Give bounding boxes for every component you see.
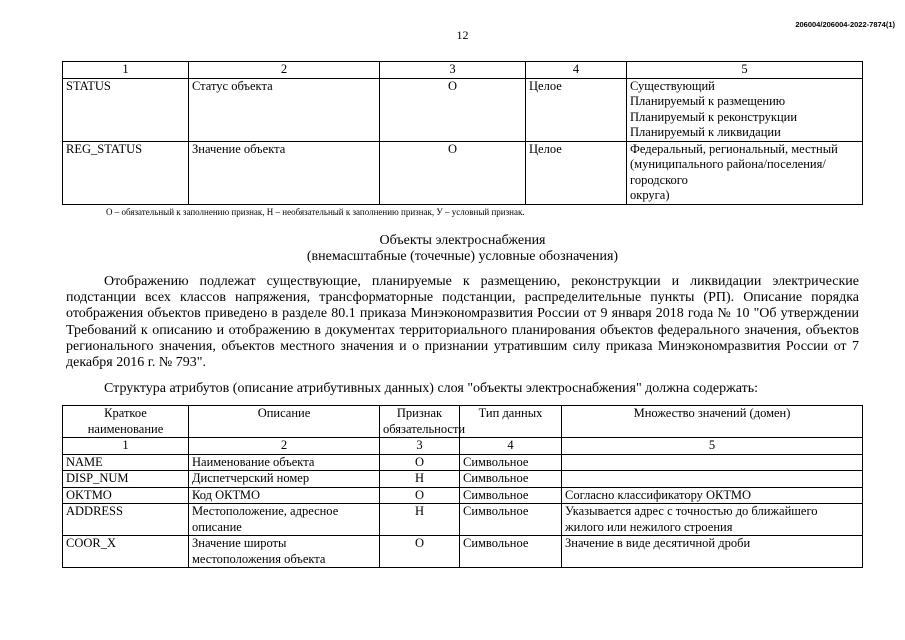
attribute-type: Целое	[526, 78, 627, 141]
attribute-description: Диспетчерский номер	[189, 471, 380, 488]
attribute-flag: О	[380, 78, 526, 141]
attribute-name: OKTMO	[63, 487, 189, 504]
table-row	[63, 536, 863, 568]
attribute-description: Значение объекта	[189, 141, 380, 204]
header-short-name	[63, 406, 189, 438]
section-title	[0, 233, 905, 265]
column-number: 4	[460, 438, 562, 455]
attribute-flag: О	[380, 536, 460, 568]
value-line: жилого или нежилого строения	[565, 519, 733, 534]
attribute-values: Значение в виде десятичной дроби	[562, 536, 863, 568]
attribute-values	[562, 454, 863, 471]
table-row	[63, 454, 863, 471]
description-line: описание	[192, 519, 242, 534]
table-row	[63, 504, 863, 536]
column-number: 2	[189, 438, 380, 455]
attribute-type: Символьное	[460, 487, 562, 504]
description-line: Местоположение, адресное	[192, 504, 339, 518]
attribute-name: COOR_X	[63, 536, 189, 568]
attribute-description: Статус объекта	[189, 78, 380, 141]
attribute-values: Согласно классификатору ОКТМО	[562, 487, 863, 504]
attribute-type: Символьное	[460, 454, 562, 471]
attribute-description: Код ОКТМО	[189, 487, 380, 504]
header-type: Тип данных	[460, 406, 562, 438]
attribute-description: Наименование объекта	[189, 454, 380, 471]
attribute-type: Символьное	[460, 471, 562, 488]
attribute-name: ADDRESS	[63, 504, 189, 536]
header-line: наименование	[87, 421, 164, 436]
column-number: 3	[380, 438, 460, 455]
table-number-row	[63, 62, 863, 79]
value-line: Существующий	[630, 78, 715, 93]
attribute-name: NAME	[63, 454, 189, 471]
attribute-type: Символьное	[460, 504, 562, 536]
table-row	[63, 78, 863, 141]
header-domain: Множество значений (домен)	[562, 406, 863, 438]
attribute-type: Целое	[526, 141, 627, 204]
value-line: Планируемый к реконструкции	[630, 109, 798, 124]
attribute-name: STATUS	[63, 78, 189, 141]
table-row	[63, 141, 863, 204]
header-line: обязательности	[383, 421, 466, 436]
attributes-table	[62, 405, 863, 568]
value-line: Планируемый к ликвидации	[630, 125, 781, 139]
attribute-name: DISP_NUM	[63, 471, 189, 488]
column-number: 5	[627, 62, 863, 79]
column-number: 4	[526, 62, 627, 79]
document-id: 206004/206004-2022-7874(1)	[795, 20, 895, 29]
attribute-values	[627, 78, 863, 141]
column-number: 2	[189, 62, 380, 79]
page-number: 12	[456, 28, 469, 42]
value-line: округа)	[630, 188, 670, 202]
attribute-values	[627, 141, 863, 204]
value-line: (муниципального района/поселения/городского	[630, 157, 826, 187]
column-number: 5	[562, 438, 863, 455]
header-description: Описание	[189, 406, 380, 438]
table-row	[63, 487, 863, 504]
value-line: Указывается адрес с точностью до ближайшего	[565, 504, 818, 518]
attribute-flag: Н	[380, 471, 460, 488]
attribute-flag: О	[380, 487, 460, 504]
attribute-type: Символьное	[460, 536, 562, 568]
table-footnote: О – обязательный к заполнению признак, Н – необязательный к заполнению признак, У – условный признак.	[106, 207, 525, 217]
description-line: Значение широты	[192, 536, 287, 550]
attribute-flag: Н	[380, 504, 460, 536]
attributes-table-continued	[62, 61, 863, 205]
attribute-flag: О	[380, 141, 526, 204]
column-number: 1	[63, 62, 189, 79]
table-header-row	[63, 406, 863, 438]
body-paragraph-structure: Структура атрибутов (описание атрибутивных данных) слоя "объекты электроснабжения" должна содержать:	[104, 381, 759, 396]
header-line: Признак	[396, 406, 443, 420]
column-number: 3	[380, 62, 526, 79]
attribute-description	[189, 536, 380, 568]
table-row	[63, 471, 863, 488]
attribute-description	[189, 504, 380, 536]
header-line: Краткое	[104, 406, 147, 420]
column-number: 1	[63, 438, 189, 455]
section-subtitle-line: (внемасштабные (точечные) условные обозначения)	[306, 249, 619, 264]
attribute-flag: О	[380, 454, 460, 471]
body-paragraph: Отображению подлежат существующие, планируемые к размещению, реконструкции и ликвидации электрические подстанции всех классов напряжения, трансформаторные подстанции, распределительные пункты (РП). Описание порядка отображения объектов приведено в разделе 80.1 приказа Минэкономразвития России от 9 января 2018 года № 10 "Об утверждении Требований к описанию и отображению в документах территориального планирования объектов федерального значения, объектов регионального значения, объектов местного значения и о признании утратившим силу приказа Минэкономразвития России от 7 декабря 2016 г. № 793".	[66, 274, 859, 371]
header-flag	[380, 406, 466, 438]
description-line: местоположения объекта	[192, 551, 326, 566]
attribute-values	[562, 471, 863, 488]
section-title-line: Объекты электроснабжения	[379, 233, 546, 248]
table-number-row	[63, 438, 863, 455]
value-line: Федеральный, региональный, местный	[630, 141, 838, 156]
attribute-name: REG_STATUS	[63, 141, 189, 204]
value-line: Планируемый к размещению	[630, 94, 786, 108]
attribute-values	[562, 504, 863, 536]
